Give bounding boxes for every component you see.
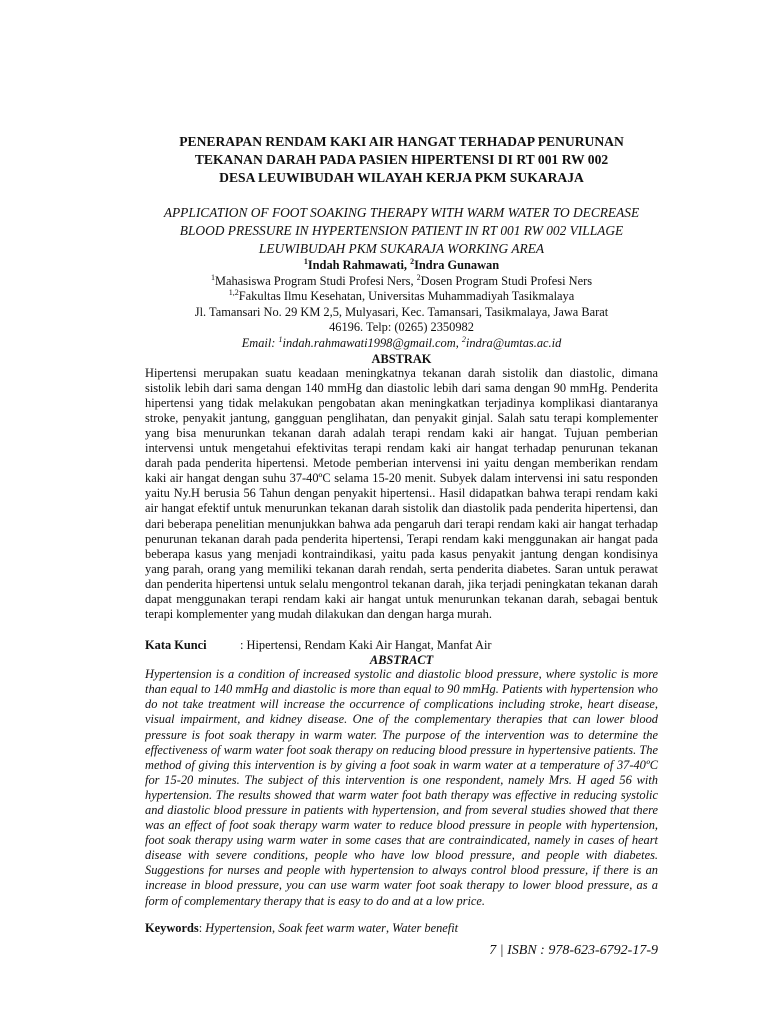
title-en-line-3: LEUWIBUDAH PKM SUKARAJA WORKING AREA xyxy=(258,241,545,256)
email1-sup: 1 xyxy=(278,334,283,344)
postal-phone-line: 46196. Telp: (0265) 2350982 xyxy=(329,320,474,335)
keyword-2: Soak feet warm water xyxy=(278,921,386,936)
author1-sup: 1 xyxy=(303,256,308,266)
title-id-line-3: DESA LEUWIBUDAH WILAYAH KERJA PKM SUKARAJA xyxy=(219,170,584,185)
title-indonesian xyxy=(145,133,658,187)
faculty: Fakultas Ilmu Kesehatan, Universitas Muhammadiyah Tasikmalaya xyxy=(238,289,575,304)
keyword-3: Water benefit xyxy=(392,921,459,936)
abstrak-heading: ABSTRAK xyxy=(371,351,432,366)
keywords-sep-1: , xyxy=(272,921,279,936)
page-footer-isbn: 7 | ISBN : 978-623-6792-17-9 xyxy=(489,943,658,958)
email-label: Email: xyxy=(241,335,279,350)
abstrak-text: Hipertensi merupakan suatu keadaan meningkatnya tekanan darah sistolik dan diastolic, dimana sistolik lebih dari sama dengan 140 mmHg dan diastolic lebih dari sama dengan 90 mmHg. Penderita hipertensi yang tidak melakukan pengobatan akan meningkatkan terjadinya komplikasi diantaranya stroke, penyakit jantung, gangguan penglihatan, dan penyakit ginjal. Salah satu terapi komplementer yang bisa menurunkan tekanan darah adalah terapi rendam kaki air hangat. Tujuan pemberian intervensi untuk mengetahui efektivitas terapi rendam kaki air hangat terhadap penurunan tekanan darah pada penderita hipertensi. Metode pemberian intervensi ini yaitu dengan memberikan rendam kaki air hangat dengan suhu 37-40ºC selama 15-20 menit. Subyek dalam intervensi ini satu responden yaitu Ny.H berusia 56 Tahun dengan penyakit hipertensi.. Hasil didapatkan bahwa terapi rendam kaki air hangat efektif untuk menurunkan tekanan darah sistolik dan diastolik pada penderita hipertensi, dan dari beberapa penelitian menunjukkan bahwa ada pengaruh dari terapi rendam kaki air hangat terhadap penurunan tekanan darah pada penderita hipertensi, Terapi rendam kaki menggunakan air hangat pada beberapa kasus yang menjadi kontraindikasi, yaitu pada kasus penyakit jantung dengan kondisinya yang parah, orang yang memiliki tekanan darah rendah, serta penderita diabetes. Saran untuk perawat dan penderita hipertensi untuk selalu mengontrol tekanan darah, jika terjadi peningkatan tekanan darah dapat menggunakan terapi rendam kaki air hangat untuk menurunkan tekanan darah, sebagai bentuk terapi komplementer yang mudah dilakukan dan dengan harga murah. xyxy=(145,365,658,622)
affiliation-line-1 xyxy=(145,274,658,290)
keyword-1: Hypertension xyxy=(205,921,273,936)
title-id-line-1: PENERAPAN RENDAM KAKI AIR HANGAT TERHADAP PENURUNAN xyxy=(179,134,624,149)
abstract-text: Hypertension is a condition of increased systolic and diastolic blood pressure, where systolic is more than equal to 140 mmHg and diastolic is more than equal to 90 mmHg. Patients with hypertension who do not take treatment will increase the occurrence of complications including stroke, heart disease, visual impairment, and kidney disease. One of the complementary therapies that can lower blood pressure is foot soak therapy in warm water. The purpose of the intervention was to determine the effectiveness of warm water foot soak therapy on reducing blood pressure in hypertensive patients. The method of giving this intervention is by giving a foot soak in warm water at a temperature of 37-40ºC for 15-20 minutes. The subject of this intervention is one respondent, namely Mrs. H aged 56 with hypertension. The results showed that warm water foot bath therapy was effective in reducing systolic and diastolic blood pressure in patients with hypertension, and from several studies showed that there was an effect of foot soak therapy warm water to reduce blood pressure in people with hypertension, foot soak therapy using warm water in some cases that are contraindicated, namely in cases of heart disease with severe conditions, people who have low blood pressure, and people with diabetes. Suggestions for nurses and people with hypertension to always control blood pressure, if there is an increase in blood pressure, you can use warm water foot soak therapy to lower blood pressure, as a form of complementary therapy that is easy to do and at a low price. xyxy=(145,667,658,908)
email-separator: , xyxy=(455,335,462,350)
kata-kunci-row xyxy=(145,638,658,653)
email-1: indah.rahmawati1998@gmail.com xyxy=(282,335,456,350)
title-en-line-1: APPLICATION OF FOOT SOAKING THERAPY WITH WARM WATER TO DECREASE xyxy=(163,205,640,220)
keywords-sep-2: , xyxy=(385,921,393,936)
authors xyxy=(145,258,658,274)
email-2: indra@umtas.ac.id xyxy=(465,335,562,350)
email-line xyxy=(145,336,658,352)
paper-content xyxy=(145,133,658,948)
abstract-heading: ABSTRACT xyxy=(369,653,434,668)
email2-sup: 2 xyxy=(461,334,466,344)
affiliation-1: Mahasiswa Program Studi Profesi Ners, xyxy=(214,273,417,288)
keywords-colon: : xyxy=(198,921,206,936)
title-english xyxy=(145,204,658,258)
author2-sup: 2 xyxy=(410,256,415,266)
title-en-line-2: BLOOD PRESSURE IN HYPERTENSION PATIENT IN RT 001 RW 002 VILLAGE xyxy=(179,223,624,238)
address-line: Jl. Tamansari No. 29 KM 2,5, Mulyasari, Kec. Tamansari, Tasikmalaya, Jawa Barat xyxy=(194,304,609,319)
author-1: Indah Rahmawati, xyxy=(307,258,411,272)
affil12-sup: 1,2 xyxy=(228,288,239,298)
affil1-sup: 1 xyxy=(210,272,215,282)
affiliation-line-2 xyxy=(145,289,658,305)
keywords-label: Keywords xyxy=(145,921,199,936)
affil2-sup: 2 xyxy=(416,272,421,282)
title-id-line-2: TEKANAN DARAH PADA PASIEN HIPERTENSI DI RT 001 RW 002 xyxy=(194,152,609,167)
kata-kunci-value: : Hipertensi, Rendam Kaki Air Hangat, Manfat Air xyxy=(240,638,492,653)
affiliation-2: Dosen Program Studi Profesi Ners xyxy=(420,273,593,288)
author-2: Indra Gunawan xyxy=(414,258,500,272)
keywords-line xyxy=(145,921,658,936)
kata-kunci-label: Kata Kunci xyxy=(145,638,207,653)
